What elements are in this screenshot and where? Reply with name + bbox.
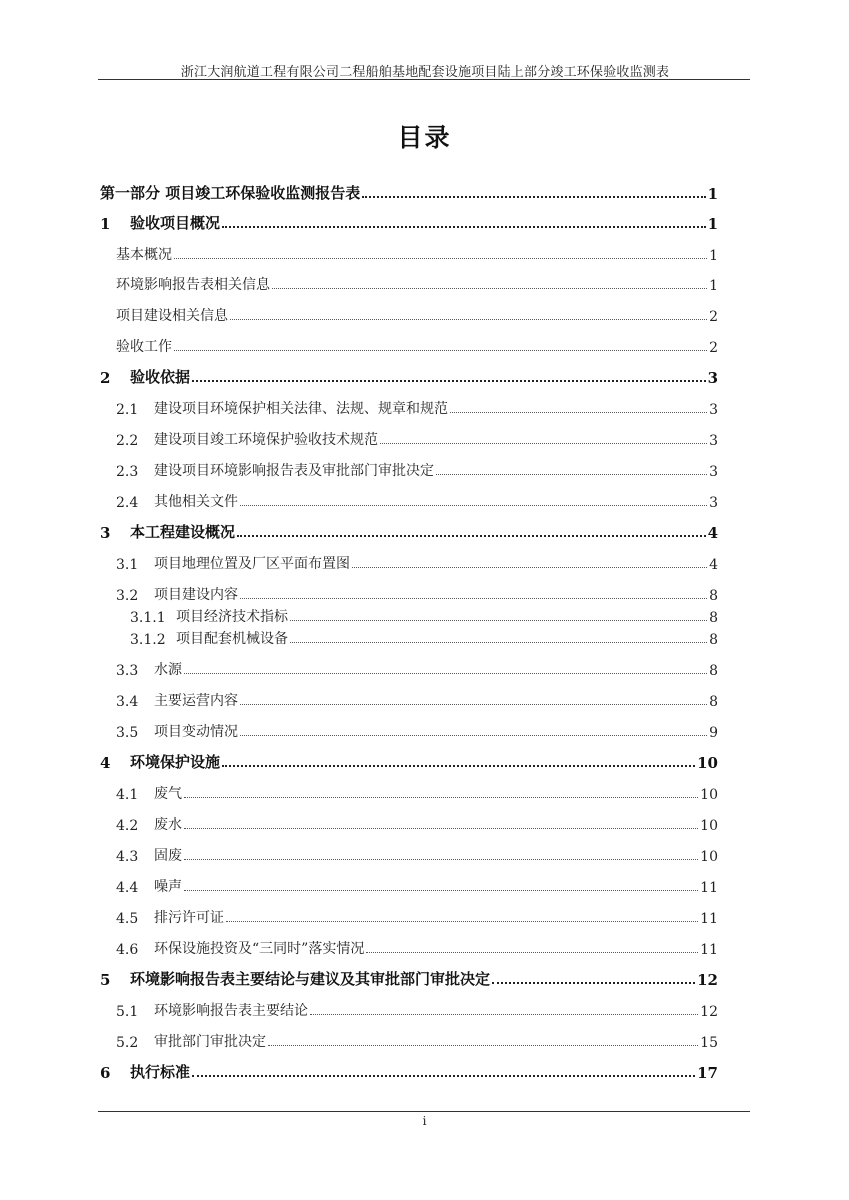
toc-entry-page: 8: [709, 610, 718, 626]
toc-leader-dots: [310, 1013, 698, 1015]
toc-entry-title: 项目建设相关信息: [116, 308, 228, 324]
toc-entry-title: 验收工作: [116, 339, 172, 355]
toc-entry[interactable]: [100, 363, 718, 387]
toc-entry-page: 1: [707, 215, 718, 233]
toc-leader-dots: [192, 379, 706, 382]
toc-entry-page: 11: [700, 880, 718, 896]
toc-leader-dots: [272, 287, 707, 289]
toc-entry[interactable]: [100, 748, 718, 772]
running-header: 浙江大润航道工程有限公司二程船舶基地配套设施项目陆上部分竣工环保验收监测表: [180, 65, 670, 80]
toc-entry-title: 环境保护设施: [130, 753, 221, 771]
toc-entry-title: 环境影响报告表主要结论与建议及其审批部门审批决定: [130, 970, 491, 988]
toc-leader-dots: [240, 734, 707, 736]
toc-entry[interactable]: [100, 1058, 718, 1082]
toc-entry[interactable]: [100, 965, 718, 989]
toc-entry-title: 项目建设内容: [154, 587, 238, 603]
toc-leader-dots: [450, 411, 707, 413]
toc-leader-dots: [492, 981, 695, 984]
toc-entry-page: 8: [709, 663, 718, 679]
toc-entry-title: 废气: [154, 786, 182, 802]
toc-entry[interactable]: [116, 779, 718, 803]
toc-leader-dots: [230, 318, 707, 320]
toc-entry[interactable]: [116, 332, 718, 356]
toc-leader-dots: [290, 619, 707, 621]
toc-entry-page: 2: [709, 340, 718, 356]
toc-entry-number: 4.3: [116, 849, 139, 865]
toc-entry[interactable]: [116, 456, 718, 480]
toc-entry[interactable]: [116, 903, 718, 927]
toc-leader-dots: [226, 920, 698, 922]
toc-leader-dots: [362, 195, 705, 198]
toc-entry-title: 建设项目环境保护相关法律、法规、规章和规范: [154, 401, 448, 417]
toc-entry-number: 4.1: [116, 787, 139, 803]
toc-entry-number: 3.4: [116, 694, 139, 710]
toc-entry-title: 验收项目概况: [130, 214, 221, 232]
toc-entry-title: 建设项目竣工环境保护验收技术规范: [154, 432, 378, 448]
toc-entry[interactable]: [116, 240, 718, 264]
toc-entry[interactable]: [116, 872, 718, 896]
toc-leader-dots: [240, 504, 707, 506]
toc-leader-dots: [184, 889, 698, 891]
toc-leader-dots: [268, 1044, 698, 1046]
toc-entry-page: 17: [697, 1064, 718, 1082]
toc-entry-title: 建设项目环境影响报告表及审批部门审批决定: [154, 463, 434, 479]
toc-entry-page: 8: [709, 632, 718, 648]
toc-entry-number: 4.5: [116, 911, 139, 927]
toc-entry-title: 本工程建设概况: [130, 523, 236, 541]
toc-entry-page: 12: [697, 971, 718, 989]
toc-leader-dots: [237, 534, 706, 537]
toc-entry-title: 项目地理位置及厂区平面布置图: [154, 556, 350, 572]
toc-entry[interactable]: [130, 624, 718, 648]
toc-entry-number: 2.3: [116, 464, 139, 480]
toc-entry[interactable]: [116, 270, 718, 294]
toc-entry-number: 2.2: [116, 433, 139, 449]
toc-entry[interactable]: [130, 602, 718, 626]
toc-entry-page: 3: [707, 369, 718, 387]
toc-entry-title: 项目配套机械设备: [176, 631, 288, 647]
toc-entry-page: 10: [700, 818, 718, 834]
toc-entry-title: 其他相关文件: [154, 494, 238, 510]
toc-entry-number: 1: [100, 215, 111, 233]
toc-entry[interactable]: [116, 810, 718, 834]
toc-entry-page: 3: [709, 495, 718, 511]
toc-leader-dots: [380, 442, 707, 444]
toc-entry-number: 5: [100, 971, 111, 989]
toc-entry-page: 1: [709, 278, 718, 294]
toc-entry-page: 1: [707, 185, 718, 203]
toc-entry-number: 5.1: [116, 1004, 139, 1020]
toc-entry-page: 10: [697, 754, 718, 772]
toc-entry-page: 11: [700, 911, 718, 927]
toc-entry-title: 废水: [154, 817, 182, 833]
toc-entry-number: 6: [100, 1064, 111, 1082]
toc-entry-title: 第一部分 项目竣工环保验收监测报告表: [100, 184, 361, 202]
toc-entry[interactable]: [116, 841, 718, 865]
toc-entry-number: 2.4: [116, 495, 139, 511]
toc-entry-number: 3.1.2: [130, 632, 166, 648]
toc-entry-page: 2: [709, 309, 718, 325]
toc-entry[interactable]: [116, 487, 718, 511]
toc-leader-dots: [174, 349, 707, 351]
toc-entry[interactable]: [116, 655, 718, 679]
toc-entry-title: 基本概况: [116, 247, 172, 263]
toc-entry-title: 环境影响报告表主要结论: [154, 1003, 308, 1019]
toc-leader-dots: [184, 858, 698, 860]
toc-leader-dots: [184, 796, 698, 798]
toc-entry-number: 3.2: [116, 588, 139, 604]
toc-entry-page: 10: [700, 787, 718, 803]
toc-entry-page: 9: [709, 725, 718, 741]
toc-entry-title: 固废: [154, 848, 182, 864]
toc-leader-dots: [290, 641, 707, 643]
toc-entry[interactable]: [100, 209, 718, 233]
toc-entry[interactable]: [100, 179, 718, 203]
toc-leader-dots: [222, 225, 706, 228]
toc-leader-dots: [436, 473, 707, 475]
toc-entry-title: 执行标准: [130, 1063, 191, 1081]
toc-entry-title: 环境影响报告表相关信息: [116, 277, 270, 293]
toc-entry-title: 噪声: [154, 879, 182, 895]
toc-leader-dots: [366, 951, 698, 953]
toc-entry-page: 15: [700, 1035, 718, 1051]
toc-entry-number: 5.2: [116, 1035, 139, 1051]
toc-entry-page: 4: [707, 524, 718, 542]
toc-entry-page: 3: [709, 464, 718, 480]
toc-entry[interactable]: [116, 301, 718, 325]
page-title: 目录: [397, 123, 452, 152]
toc-entry-title: 排污许可证: [154, 910, 224, 926]
toc-entry[interactable]: [116, 549, 718, 573]
toc-entry[interactable]: [116, 996, 718, 1020]
toc-entry-page: 12: [700, 1004, 718, 1020]
toc-entry[interactable]: [116, 425, 718, 449]
toc-entry-number: 2.1: [116, 402, 139, 418]
toc-leader-dots: [352, 566, 707, 568]
toc-entry-number: 4.6: [116, 942, 139, 958]
toc-entry-number: 4.4: [116, 880, 139, 896]
toc-entry-title: 环保设施投资及“三同时”落实情况: [154, 941, 365, 957]
toc-entry-page: 10: [700, 849, 718, 865]
toc-entry[interactable]: [116, 934, 718, 958]
toc-entry-page: 3: [709, 402, 718, 418]
toc-entry[interactable]: [116, 1027, 718, 1051]
toc-entry-title: 项目变动情况: [154, 724, 238, 740]
toc-entry-number: 4.2: [116, 818, 139, 834]
toc-entry-page: 3: [709, 433, 718, 449]
toc-leader-dots: [222, 764, 695, 767]
toc-entry-number: 3.1: [116, 557, 139, 573]
toc-entry[interactable]: [100, 518, 718, 542]
toc-leader-dots: [174, 257, 707, 259]
page-number: i: [422, 1114, 427, 1128]
toc-entry-title: 主要运营内容: [154, 693, 238, 709]
toc-entry-title: 项目经济技术指标: [176, 609, 288, 625]
toc-leader-dots: [192, 1074, 695, 1077]
toc-entry-title: 验收依据: [130, 368, 191, 386]
toc-entry-page: 1: [709, 248, 718, 264]
toc-entry-title: 水源: [154, 662, 182, 678]
footer-divider: [98, 1111, 750, 1112]
toc-entry-page: 8: [709, 588, 718, 604]
toc-entry-number: 3.1.1: [130, 610, 166, 626]
toc-entry-number: 2: [100, 369, 111, 387]
toc-leader-dots: [184, 672, 707, 674]
toc-entry-number: 3.3: [116, 663, 139, 679]
toc-leader-dots: [240, 703, 707, 705]
toc-entry-number: 3: [100, 524, 111, 542]
toc-entry[interactable]: [116, 580, 718, 604]
toc-entry-title: 审批部门审批决定: [154, 1034, 266, 1050]
toc-entry[interactable]: [116, 717, 718, 741]
toc-leader-dots: [184, 827, 698, 829]
toc-entry-number: 4: [100, 754, 111, 772]
toc-entry[interactable]: [116, 394, 718, 418]
toc-entry-page: 4: [709, 557, 718, 573]
toc-entry-page: 11: [700, 942, 718, 958]
toc-entry[interactable]: [116, 686, 718, 710]
toc-entry-number: 3.5: [116, 725, 139, 741]
toc-entry-page: 8: [709, 694, 718, 710]
toc-leader-dots: [240, 597, 707, 599]
